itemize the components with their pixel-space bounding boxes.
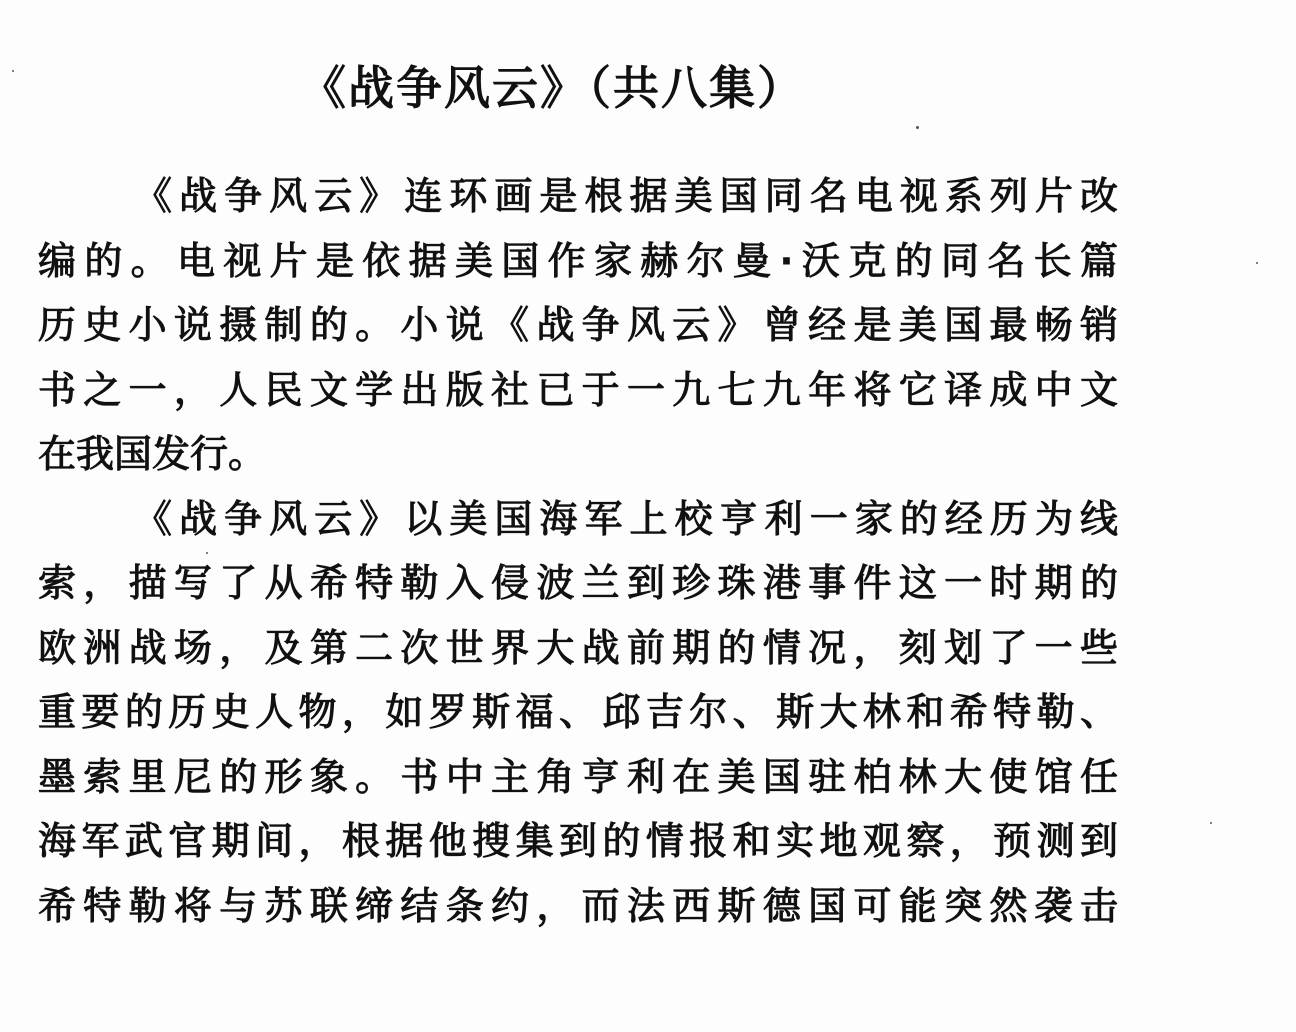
paragraph-line: 海军武官期间，根据他搜集到的情报和实地观察，预测到 bbox=[38, 819, 1118, 863]
scan-speck bbox=[916, 126, 919, 129]
page-title: 《战争风云》（共八集） bbox=[300, 61, 805, 115]
scan-speck bbox=[12, 70, 14, 72]
paragraph-line: 重要的历史人物，如罗斯福、邱吉尔、斯大林和希特勒、 bbox=[38, 690, 1118, 734]
paragraph-line: 希特勒将与苏联缔结条约，而法西斯德国可能突然袭击 bbox=[38, 883, 1118, 928]
paragraph-line: 《战争风云》连环画是根据美国同名电视系列片改 bbox=[134, 174, 1118, 218]
paragraph-line: 编的。电视片是依据美国作家赫尔曼·沃克的同名长篇 bbox=[38, 238, 1118, 283]
paragraph-line: 历史小说摄制的。小说《战争风云》曾经是美国最畅销 bbox=[38, 303, 1118, 347]
scan-speck bbox=[1256, 262, 1258, 264]
scan-speck bbox=[206, 552, 208, 554]
scan-speck bbox=[1210, 822, 1212, 824]
paragraph-line: 书之一，人民文学出版社已于一九七九年将它译成中文 bbox=[38, 367, 1118, 412]
paragraph-line: 墨索里尼的形象。书中主角亨利在美国驻柏林大使馆任 bbox=[38, 754, 1118, 799]
paragraph-1 bbox=[38, 164, 1118, 487]
paragraph-2 bbox=[38, 487, 1118, 939]
paragraph-line: 索，描写了从希特勒入侵波兰到珍珠港事件这一时期的 bbox=[38, 561, 1118, 605]
paragraph-line: 在我国发行。 bbox=[38, 432, 267, 476]
body-text bbox=[38, 164, 1118, 938]
paragraph-line: 欧洲战场，及第二次世界大战前期的情况，刻划了一些 bbox=[38, 625, 1118, 670]
paragraph-line: 《战争风云》以美国海军上校亨利一家的经历为线 bbox=[134, 496, 1118, 541]
